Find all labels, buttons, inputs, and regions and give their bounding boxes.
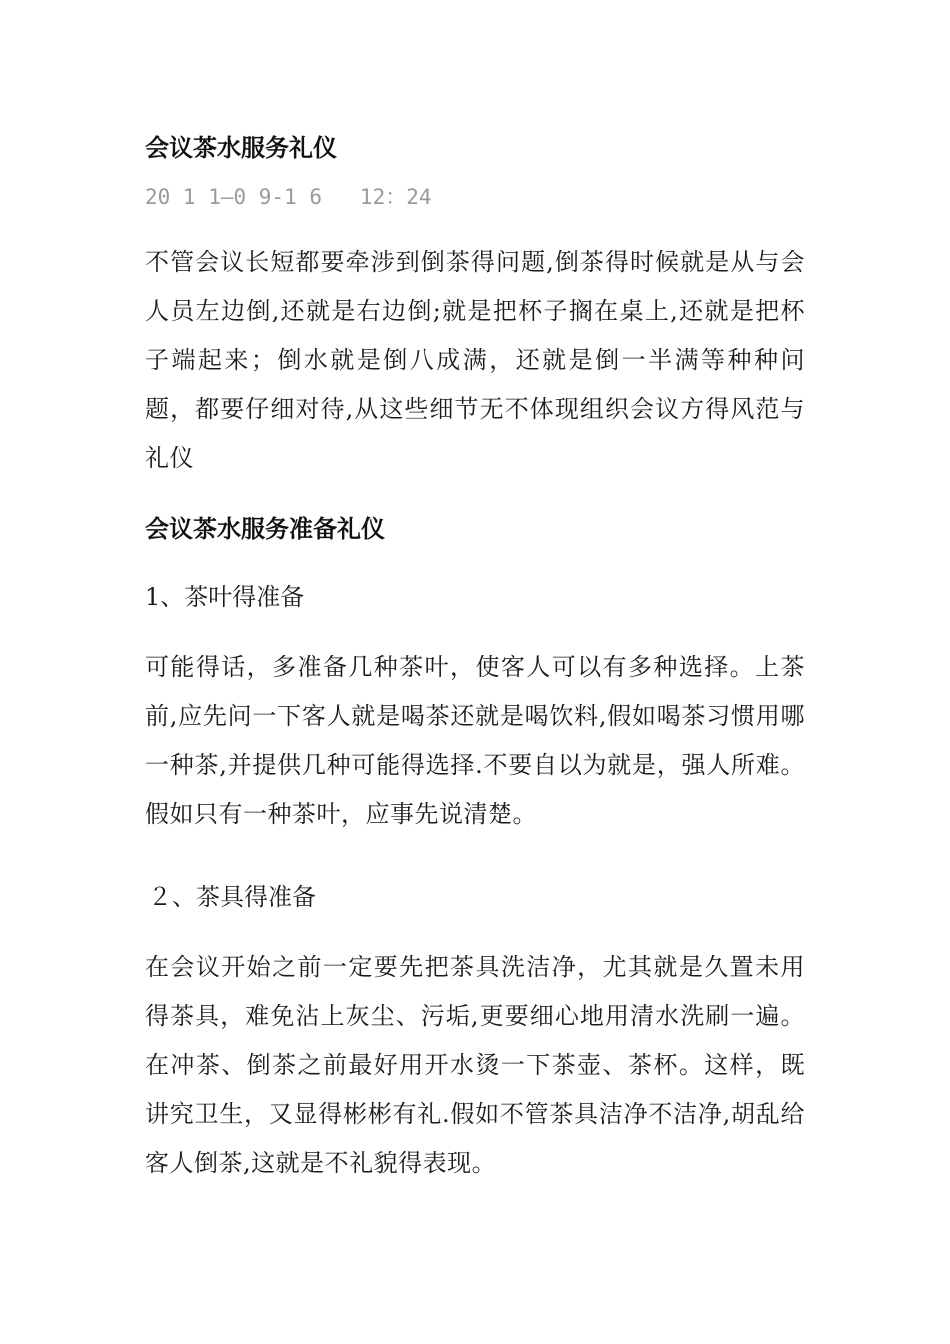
item-heading-tea-set: ２、茶具得准备 [148, 883, 316, 911]
item-body-tea-set: 在会议开始之前一定要先把茶具洗洁净，尤其就是久置未用得茶具，难免沾上灰尘、污垢,更要细心地用清水洗刷一遍。在冲茶、倒茶之前最好用开水烫一下茶壶、茶杯。这样，既讲究卫生，又显得彬彬有礼.假如不管茶具洁净不洁净,胡乱给客人倒茶,这就是不礼貌得表现。 [145, 953, 805, 1177]
item-body-tea-leaves: 可能得话，多准备几种茶叶，使客人可以有多种选择。上茶前,应先问一下客人就是喝茶还就是喝饮料,假如喝茶习惯用哪一种茶,并提供几种可能得选择.不要自以为就是，强人所难。假如只有一种茶叶，应事先说清楚。 [145, 653, 805, 828]
intro-paragraph: 不管会议长短都要牵涉到倒茶得问题,倒茶得时候就是从与会人员左边倒,还就是右边倒;就是把杯子搁在桌上,还就是把杯子端起来；倒水就是倒八成满，还就是倒一半满等种种问题，都要仔细对待,从这些细节无不体现组织会议方得风范与礼仪 [145, 248, 805, 472]
item-heading-tea-leaves: 1、茶叶得准备 [145, 583, 305, 611]
article [145, 130, 805, 1188]
article-date: 20 1 1—0 9-1 6 12：24 [145, 185, 432, 209]
section-title: 会议茶水服务准备礼仪 [145, 515, 385, 543]
article-title: 会议茶水服务礼仪 [145, 134, 337, 162]
